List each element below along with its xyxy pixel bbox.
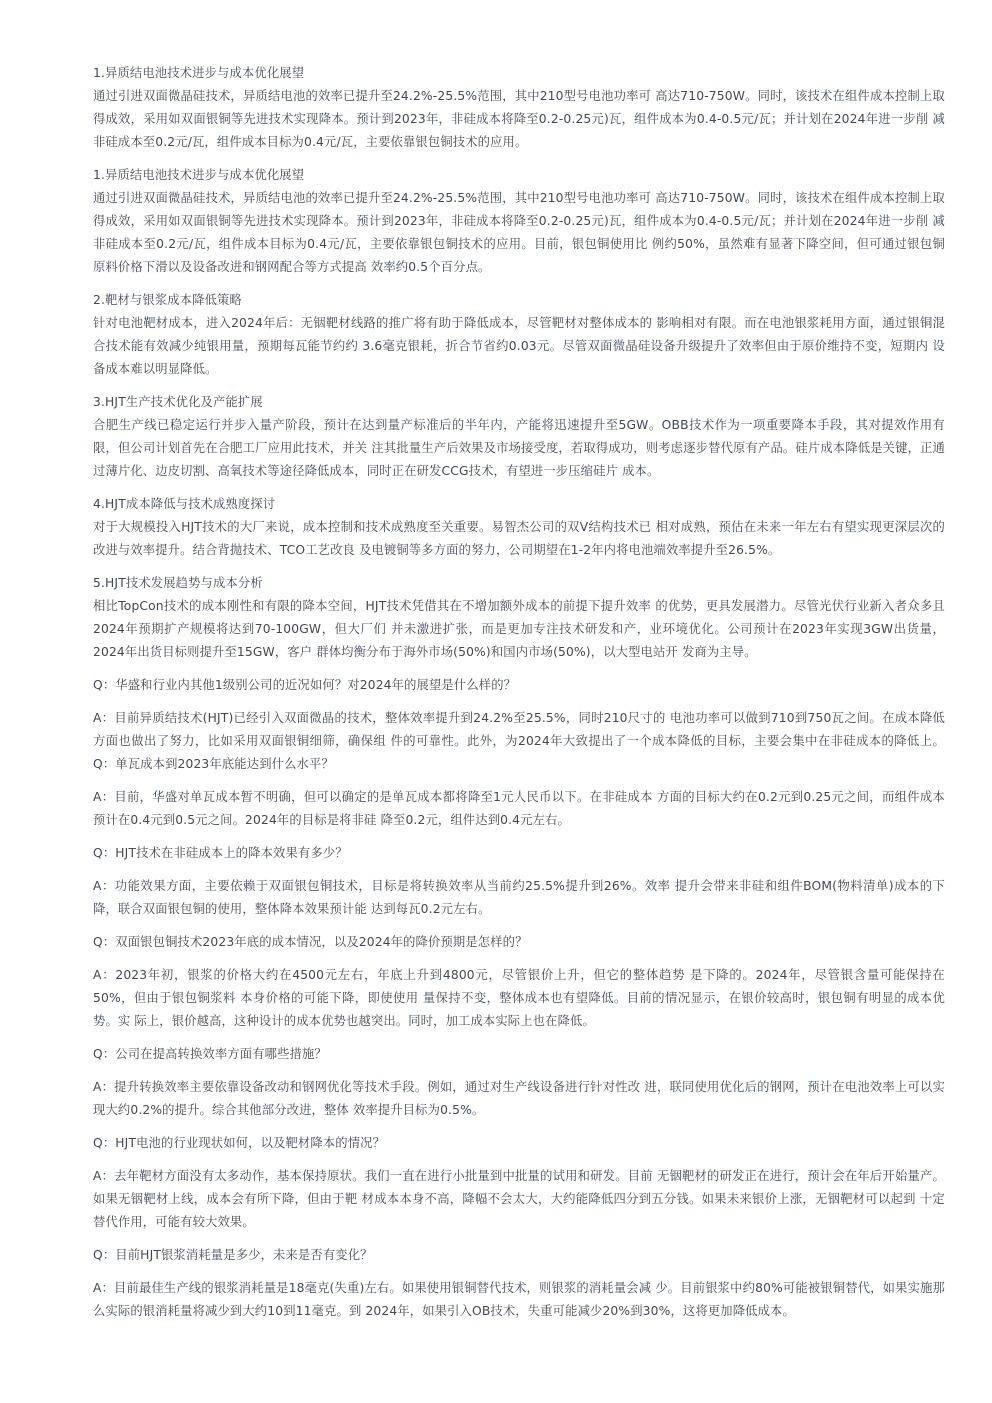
document-page <box>93 62 945 1333</box>
section-5 <box>93 493 945 562</box>
section-heading: 5.HJT技术发展趋势与成本分析 <box>93 576 263 590</box>
answer-paragraph: A：2023年初，银浆的价格大约在4500元左右，年底上升到4800元，尽管银价上升，但它的整体趋势 是下降的。2024年，尽管银含量可能保持在50%，但由于银包铜浆料 本身价格的可能下降，即使使用 量保持不变，整体成本也有望降低。目前的情况显示，在银价较高时，银包铜有明显的成本优势。实 际上，银价越高，这种设计的成本优势也越突出。同时，加工成本实际上也在降低。 <box>93 968 945 1028</box>
answer-paragraph: A：去年靶材方面没有太多动作，基本保持原状。我们一直在进行小批量到中批量的试用和研发。目前 无铟靶材的研发正在进行，预计会在年后开始量产。如果无铟靶材上线，成本会有所下降，但由于靶 材成本本身不高，降幅不会太大，大约能降低四分到五分钱。如果未来银价上涨，无铟靶材可以起到 十定替代作用，可能有较大效果。 <box>93 1169 945 1229</box>
section-heading: 4.HJT成本降低与技术成熟度探讨 <box>93 497 276 511</box>
section-heading: 1.异质结电池技术进步与成本优化展望 <box>93 168 305 182</box>
question-paragraph: Q：华盛和行业内其他1级别公司的近况如何？对2024年的展望是什么样的？ <box>93 678 517 692</box>
section-body: 合肥生产线已稳定运行并步入量产阶段，预计在达到量产标准后的半年内，产能将迅速提升至5GW。OBB技术作为一项重要降本手段，其对提效作用有限，但公司计划首先在合肥工厂应用此技术，并关 注其批量生产后效果及市场接受度，若取得成功，则考虑逐步替代原有产品。硅片成本降低是关键，正通过薄片化、边皮切割、高氧技术等途径降低成本，同时正在研发CCG技术，有望进一步压缩硅片 成本。 <box>93 418 945 478</box>
question-paragraph: Q：HJT技术在非硅成本上的降本效果有多少？ <box>93 846 348 860</box>
section-body: 通过引进双面微晶硅技术，异质结电池的效率已提升至24.2%-25.5%范围，其中210型号电池功率可 高达710-750W。同时，该技术在组件成本控制上取得成效，采用如双面银铜等先进技术实现降本。预计到2023年，非硅成本将降至0.2-0.25元)瓦，组件成本为0.4-0.5元/瓦；并计划在2024年进一步削 减非硅成本至0.2元/瓦，组件成本目标为0.4元/瓦，主要依靠银包铜技术的应用。目前，银包铜使用比 例约50%，虽然难有显著下降空间，但可通过银包铜原料价格下滑以及设备改进和钢网配合等方式提高 效率约0.5个百分点。 <box>93 191 945 274</box>
section-3 <box>93 289 945 381</box>
answer-paragraph: A：目前异质结技术(HJT)已经引入双面微晶的技术，整体效率提升到24.2%至25.5%，同时210尺寸的 电池功率可以做到710到750瓦之间。在成本降低方面也做出了努力，比如采用双面银铜细筛，确保组 件的可靠性。此外，为2024年大致提出了一个成本降低的目标，主要会集中在非硅成本的降低上。Q：单瓦成本到2023年底能达到什么水平？ <box>93 711 945 771</box>
question-paragraph: Q：双面银包铜技术2023年底的成本情况，以及2024年的降价预期是怎样的？ <box>93 935 528 949</box>
section-body: 相比TopCon技术的成本刚性和有限的降本空间，HJT技术凭借其在不增加额外成本的前提下提升效率 的优势，更具发展潜力。尽管光伏行业新入者众多且2024年预期扩产规模将达到70-100GW，但大厂们 并未激进扩张，而是更加专注技术研发和产，业环境优化。公司预计在2023年实现3GW出货量，2024年出货目标则提升至15GW，客户 群体均衡分布于海外市场(50%)和国内市场(50%)，以大型电站开 发商为主导。 <box>93 599 945 659</box>
answer-paragraph: A：提升转换效率主要依靠设备改动和钢网优化等技术手段。例如，通过对生产线设备进行针对性改 进，联同使用优化后的钢网，预计在电池效率上可以实现大约0.2%的提升。综合其他部分改进，整体 效率提升目标为0.5%。 <box>93 1080 945 1117</box>
section-body: 对于大规模投入HJT技术的大厂来说，成本控制和技术成熟度至关重要。易智杰公司的双V结构技术已 相对成熟，预估在未来一年左右有望实现更深层次的改进与效率提升。结合背抛技术、TCO工艺改良 及电镀铜等多方面的努力，公司期望在1-2年内将电池端效率提升至26.5%。 <box>93 520 945 557</box>
section-4 <box>93 391 945 483</box>
section-body: 通过引进双面微晶硅技术，异质结电池的效率已提升至24.2%-25.5%范围，其中210型号电池功率可 高达710-750W。同时，该技术在组件成本控制上取得成效，采用如双面银铜等先进技术实现降本。预计到2023年，非硅成本将降至0.2-0.25元)瓦，组件成本为0.4-0.5元/瓦；并计划在2024年进一步削 减非硅成本至0.2元/瓦，组件成本目标为0.4元/瓦，主要依靠银包铜技术的应用。 <box>93 89 945 149</box>
answer-paragraph: A：目前，华盛对单瓦成本暂不明确，但可以确定的是单瓦成本都将降至1元人民币以下。在非硅成本 方面的目标大约在0.2元到0.25元之间，而组件成本预计在0.4元到0.5元之间。2024年的目标是将非硅 降至0.2元，组件达到0.4元左右。 <box>93 790 945 827</box>
section-6 <box>93 572 945 664</box>
answer-paragraph: A：目前最佳生产线的银浆消耗量是18毫克(失重)左右。如果使用银铜替代技术，则银浆的消耗量会减 少。目前银浆中约80%可能被银铜替代，如果实施那么实际的银消耗量将减少到大约10到11毫克。到 2024年，如果引入OB技术，失重可能减少20%到30%，这将更加降低成本。 <box>93 1281 945 1318</box>
section-heading: 2.靶材与银浆成本降低策略 <box>93 293 242 307</box>
section-heading: 1.异质结电池技术进步与成本优化展望 <box>93 66 305 80</box>
question-paragraph: Q：HJT电池的行业现状如何，以及靶材降本的情况？ <box>93 1136 386 1150</box>
section-body: 针对电池靶材成本，进入2024年后：无铟靶材线路的推广将有助于降低成本，尽管靶材对整体成本的 影响相对有限。而在电池银浆耗用方面，通过银铜混合技术能有效减少纯银用量，预期每瓦能节约约 3.6毫克银耗，折合节省约0.03元。尽管双面微晶硅设备升级提升了效率但由于原价维持不变，短期内 设备成本难以明显降低。 <box>93 316 945 376</box>
question-paragraph: Q：公司在提高转换效率方面有哪些措施？ <box>93 1047 327 1061</box>
section-2 <box>93 164 945 279</box>
question-paragraph: Q：目前HJT银浆消耗量是多少，未来是否有变化？ <box>93 1248 373 1262</box>
answer-paragraph: A：功能效果方面，主要依赖于双面银包铜技术，目标是将转换效率从当前约25.5%提升到26%。效率 提升会带来非硅和组件BOM(物料清单)成本的下降，联合双面银包铜的使用，整体降本效果预计能 达到每瓦0.2元左右。 <box>93 879 945 916</box>
section-heading: 3.HJT生产技术优化及产能扩展 <box>93 395 263 409</box>
section-1 <box>93 62 945 154</box>
